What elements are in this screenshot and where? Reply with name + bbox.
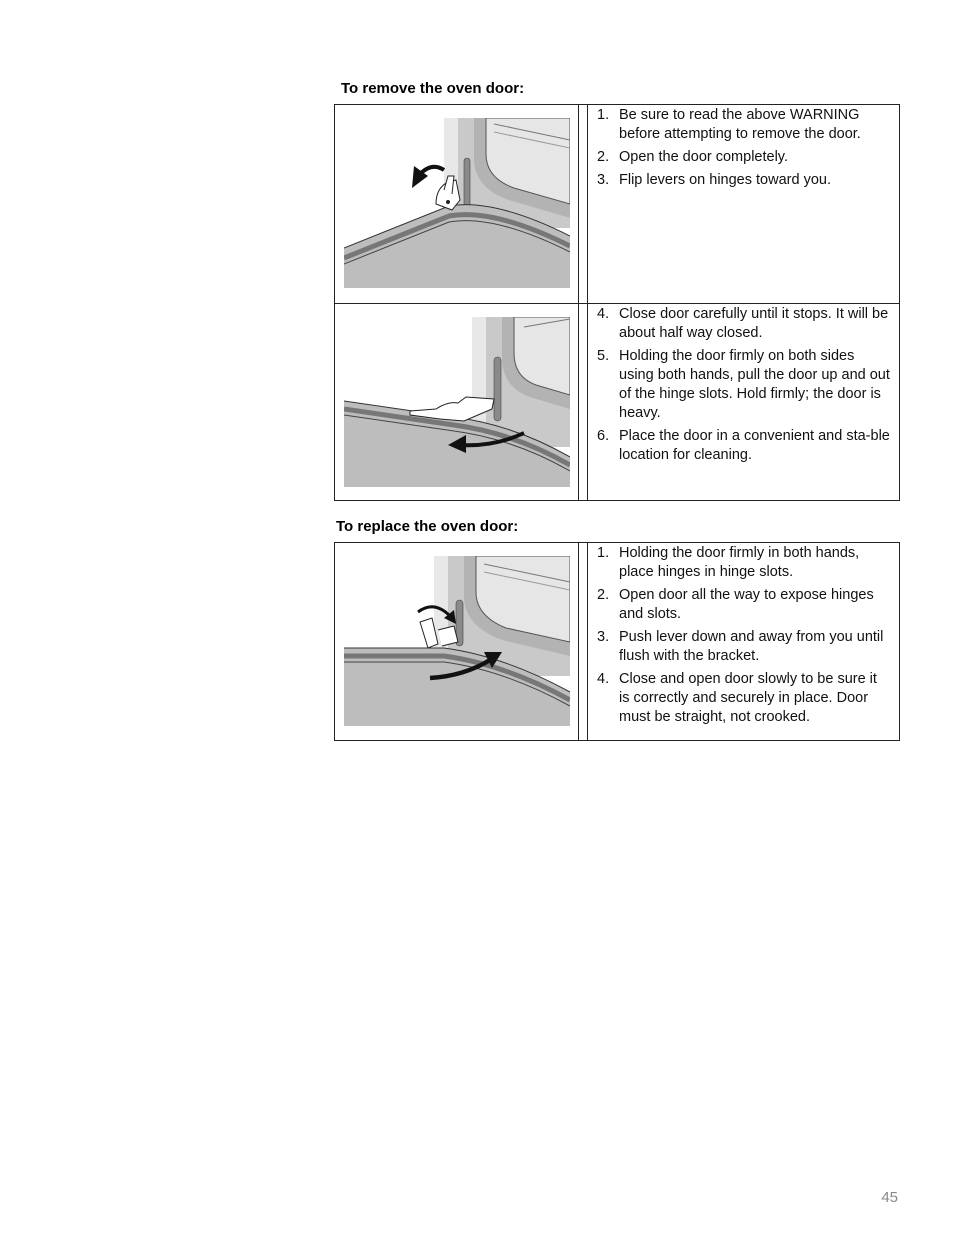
step-number: 1.	[597, 107, 610, 123]
replace-step-row	[335, 543, 899, 740]
lift-door-illustration	[344, 317, 570, 487]
step-text: Open door all the way to expose hinges and slots.	[619, 587, 874, 622]
remove-step-row-2	[335, 303, 899, 500]
list-item	[588, 347, 891, 423]
list-item	[588, 586, 891, 624]
list-item	[588, 305, 891, 343]
page-number: 45	[881, 1189, 898, 1206]
step-number: 6.	[597, 428, 610, 444]
step-text: Open the door completely.	[619, 149, 788, 165]
step-number: 3.	[597, 172, 610, 188]
step-text: Holding the door firmly in both hands, place hinges in hinge slots.	[619, 545, 860, 580]
step-number: 5.	[597, 348, 610, 364]
column-divider	[578, 105, 579, 303]
remove-steps-b	[588, 305, 891, 469]
step-text: Push lever down and away from you until flush with the bracket.	[619, 629, 884, 664]
list-item	[588, 544, 891, 582]
flip-lever-illustration	[344, 118, 570, 288]
column-divider	[578, 304, 579, 500]
list-item	[588, 171, 891, 190]
replace-door-table	[334, 542, 900, 741]
remove-door-table	[334, 104, 900, 501]
list-item	[588, 628, 891, 666]
remove-door-heading: To remove the oven door:	[341, 80, 525, 97]
replace-door-heading: To replace the oven door:	[336, 518, 519, 535]
step-text: Place the door in a convenient and sta-ble location for cleaning.	[619, 428, 890, 463]
step-text: Flip levers on hinges toward you.	[619, 172, 831, 188]
remove-steps-a	[588, 106, 891, 194]
step-number: 2.	[597, 587, 610, 603]
list-item	[588, 148, 891, 167]
step-text: Holding the door firmly on both sides using both hands, pull the door up and out of the hinge slots. Hold firmly; the door is heavy.	[619, 348, 890, 421]
step-number: 4.	[597, 306, 610, 322]
step-text: Be sure to read the above WARNING before attempting to remove the door.	[619, 107, 861, 142]
step-number: 4.	[597, 671, 610, 687]
remove-step-row-1	[335, 105, 899, 303]
step-text: Close door carefully until it stops. It will be about half way closed.	[619, 306, 889, 341]
replace-steps	[588, 544, 891, 731]
step-number: 3.	[597, 629, 610, 645]
column-divider	[578, 543, 579, 740]
step-text: Close and open door slowly to be sure it is correctly and securely in place. Door must be straight, not crooked.	[619, 671, 877, 725]
list-item	[588, 670, 891, 727]
step-number: 1.	[597, 545, 610, 561]
step-number: 2.	[597, 149, 610, 165]
list-item	[588, 427, 891, 465]
list-item	[588, 106, 891, 144]
replace-hinge-illustration	[344, 556, 570, 726]
